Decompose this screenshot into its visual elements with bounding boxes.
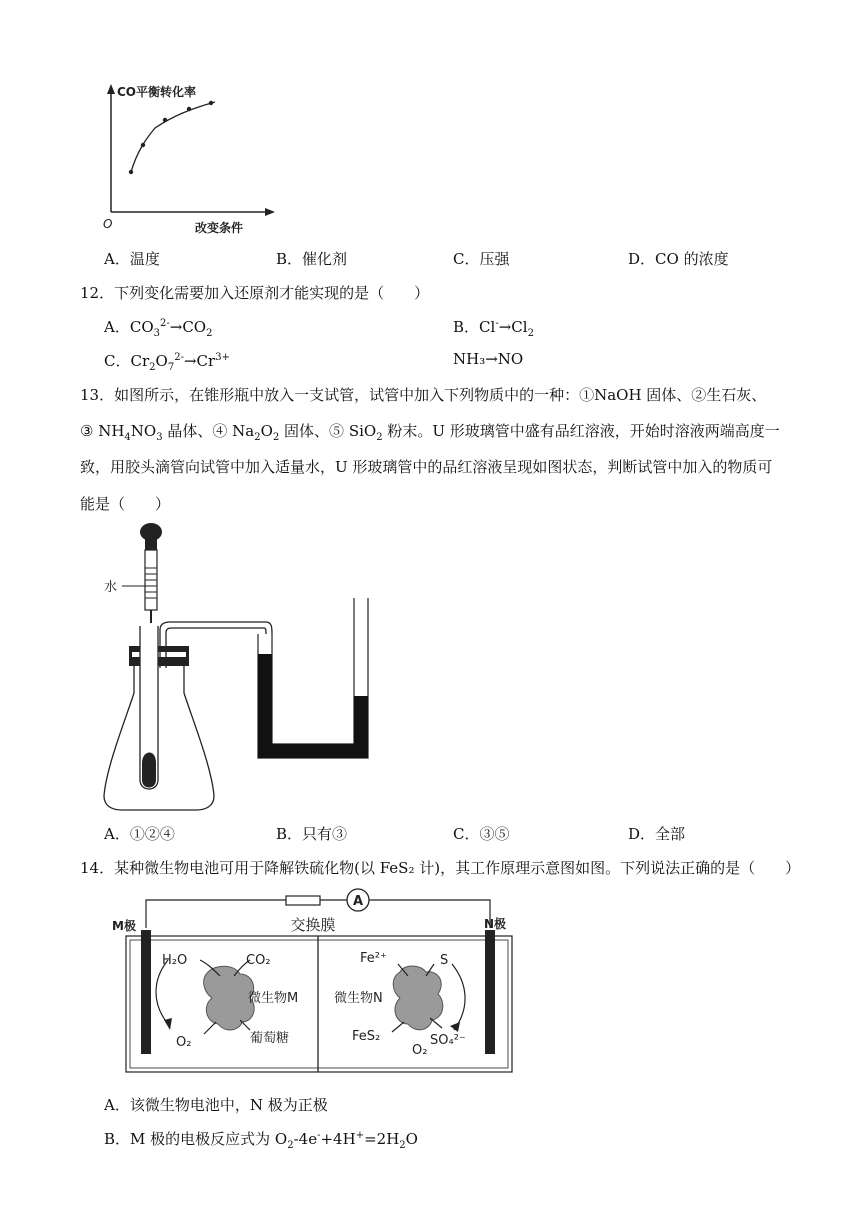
q12-a-arrow: → xyxy=(169,318,183,336)
q13-line3: 致，用胶头滴管向试管中加入适量水，U 形玻璃管中的品红溶液呈现如图状态，判断试管中加入的物质可 xyxy=(80,458,773,476)
o2-right-label: O₂ xyxy=(412,1043,428,1058)
q12-d-text: NH₃→NO xyxy=(453,350,524,368)
q11-option-a: A．温度 xyxy=(104,250,160,268)
water-label: 水 xyxy=(104,580,118,595)
co2-label: CO₂ xyxy=(246,953,271,968)
q13-l2-c: 晶体、④ Na xyxy=(162,422,255,440)
q13-l2-s2: 3 xyxy=(156,432,163,443)
q11-option-d: D．CO 的浓度 xyxy=(628,250,729,268)
q11-option-b: B．催化剂 xyxy=(276,250,348,268)
liquid-left xyxy=(258,654,272,758)
q13-option-a: A．①②④ xyxy=(104,825,175,843)
q12-c-label: C． xyxy=(104,352,131,370)
glucose-label: 葡萄糖 xyxy=(250,1031,290,1046)
q12-b-c1: - xyxy=(495,318,499,329)
curve xyxy=(131,102,215,172)
m-electrode xyxy=(141,930,151,1054)
microbe-m-blob xyxy=(204,966,255,1030)
q13-l2-s3: 2 xyxy=(254,432,261,443)
tube-solid xyxy=(142,752,156,787)
q14-b-b: -4e xyxy=(293,1130,318,1148)
q12-a-s1: 3 xyxy=(153,328,160,339)
q14-b-e: O xyxy=(405,1130,418,1148)
q12-option-a xyxy=(104,316,212,339)
n-pole-label: N极 xyxy=(484,917,507,931)
point-3 xyxy=(163,118,167,122)
q12-b-arrow: → xyxy=(498,318,512,336)
q13-l2-s4: 2 xyxy=(272,432,280,443)
q12-stem: 12．下列变化需要加入还原剂才能实现的是（ ） xyxy=(80,284,430,302)
q14-stem: 14．某种微生物电池可用于降解铁硫化物(以 FeS₂ 计)，其工作原理示意图如图。下列说法正确的是（ ） xyxy=(80,859,801,877)
q12-option-b xyxy=(453,316,534,339)
resistor xyxy=(286,896,320,905)
q13-l2-e: 固体、⑤ SiO xyxy=(279,422,377,440)
conical-flask xyxy=(104,663,214,810)
q13-l2-f: 粉末。U 形玻璃管中盛有品红溶液，开始时溶液两端高度一 xyxy=(382,422,780,440)
q12-c-f1b: O xyxy=(155,352,168,370)
point-4 xyxy=(187,107,191,111)
o2-left-label: O₂ xyxy=(176,1035,192,1050)
q12-a-label: A． xyxy=(104,318,130,336)
microbe-m-label: 微生物M xyxy=(248,991,299,1006)
liquid-right xyxy=(354,696,368,758)
q13-l2-s5: 2 xyxy=(376,432,383,443)
q12-b-s2: 2 xyxy=(527,328,534,339)
q13-line1: 13．如图所示，在锥形瓶中放入一支试管，试管中加入下列物质中的一种：①NaOH 固体、②生石灰、 xyxy=(80,386,767,404)
q14-b-s2: 2 xyxy=(399,1140,406,1151)
q12-option-c xyxy=(104,350,230,373)
q12-c-s1b: 7 xyxy=(167,362,175,373)
q12-c-c2: 3+ xyxy=(215,352,230,363)
q13-option-b: B．只有③ xyxy=(276,825,348,843)
q12-a-f1: CO xyxy=(129,318,154,336)
point-1 xyxy=(129,170,133,174)
q12-c-arrow: → xyxy=(183,352,197,370)
h2o-label: H₂O xyxy=(162,953,188,968)
apparatus-figure xyxy=(96,518,376,818)
x-axis-arrow xyxy=(265,208,275,216)
microbial-fuel-cell-diagram xyxy=(108,884,528,1080)
q12-option-d xyxy=(453,350,523,368)
u-tube-outline xyxy=(258,598,368,758)
q13-l2-d: O xyxy=(260,422,273,440)
point-5 xyxy=(209,101,213,105)
fes2-label: FeS₂ xyxy=(352,1029,381,1044)
s-label: S xyxy=(440,953,449,968)
origin-label: O xyxy=(103,217,113,231)
fe2-label: Fe²⁺ xyxy=(360,951,387,966)
liquid-bottom xyxy=(258,744,368,758)
q12-c-f2: Cr xyxy=(196,352,216,370)
q14-b-c: +4H xyxy=(320,1130,356,1148)
q14-b-c2: + xyxy=(355,1130,365,1141)
so4-label: SO₄²⁻ xyxy=(430,1033,466,1048)
microbe-n-label: 微生物N xyxy=(334,991,383,1006)
m-pole-label: M极 xyxy=(112,919,136,933)
q12-a-f2: CO xyxy=(182,318,207,336)
y-axis-label: CO平衡转化率 xyxy=(117,85,197,99)
dropper-neck xyxy=(145,538,157,550)
q13-line4: 能是（ ） xyxy=(80,495,171,513)
membrane-label: 交换膜 xyxy=(290,916,336,934)
q13-option-d: D．全部 xyxy=(628,825,686,843)
conversion-rate-graph xyxy=(95,82,285,242)
q12-a-s2: 2 xyxy=(206,328,213,339)
q11-option-c: C．压强 xyxy=(453,250,510,268)
y-axis-arrow xyxy=(107,84,115,94)
q12-b-f2: Cl xyxy=(511,318,528,336)
q14-option-a: A．该微生物电池中，N 极为正极 xyxy=(104,1096,328,1114)
q13-l2-b: NO xyxy=(130,422,157,440)
n-electrode xyxy=(485,930,495,1054)
q14-b-a: B．M 极的电极反应式为 O xyxy=(104,1130,288,1148)
q12-a-c1: 2- xyxy=(160,318,170,329)
x-axis-label: 改变条件 xyxy=(195,221,244,235)
q13-l2-s1: 4 xyxy=(124,432,131,443)
point-2 xyxy=(141,143,145,147)
q14-b-d: =2H xyxy=(364,1130,400,1148)
q14-b-c1: - xyxy=(317,1130,321,1141)
ammeter-label: A xyxy=(352,894,364,909)
q12-b-f1: Cl xyxy=(479,318,496,336)
q12-c-s1: 2 xyxy=(149,362,156,373)
q12-b-label: B． xyxy=(453,318,480,336)
q13-option-c: C．③⑤ xyxy=(453,825,510,843)
q14-option-b xyxy=(104,1128,418,1151)
q12-c-c1: 2- xyxy=(174,352,184,363)
q13-l2-a: ③ NH xyxy=(80,422,125,440)
q14-b-s1: 2 xyxy=(287,1140,294,1151)
q13-line2 xyxy=(80,420,780,443)
q12-c-f1: Cr xyxy=(130,352,150,370)
